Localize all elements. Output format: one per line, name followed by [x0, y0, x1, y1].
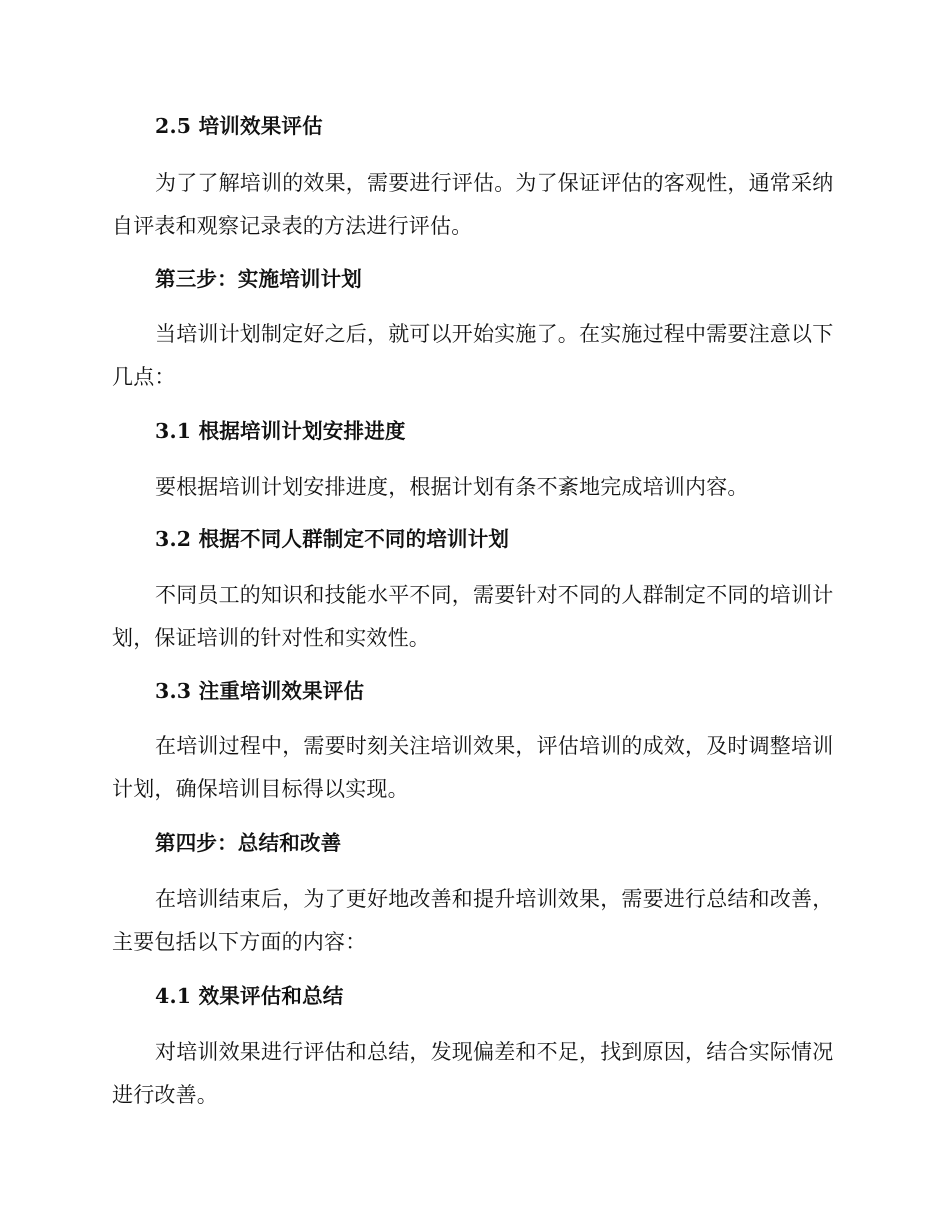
paragraph-step-3: 当培训计划制定好之后，就可以开始实施了。在实施过程中需要注意以下几点： — [112, 322, 834, 389]
section-heading-3-1: 3.1 根据培训计划安排进度 — [155, 419, 406, 443]
paragraph-4-1: 对培训效果进行评估和总结，发现偏差和不足，找到原因，结合实际情况进行改善。 — [112, 1040, 834, 1107]
paragraph-2-5: 为了了解培训的效果，需要进行评估。为了保证评估的客观性，通常采纳自评表和观察记录表的方法进行评估。 — [112, 171, 834, 238]
section-heading-3-3: 3.3 注重培训效果评估 — [155, 679, 365, 703]
paragraph-step-4: 在培训结束后，为了更好地改善和提升培训效果，需要进行总结和改善，主要包括以下方面的内容： — [112, 887, 834, 954]
paragraph-3-3: 在培训过程中，需要时刻关注培训效果，评估培训的成效，及时调整培训计划，确保培训目标得以实现。 — [112, 734, 834, 801]
section-heading-4-1: 4.1 效果评估和总结 — [155, 984, 344, 1008]
step-heading-3: 第三步：实施培训计划 — [155, 267, 362, 291]
section-heading-3-2: 3.2 根据不同人群制定不同的培训计划 — [155, 527, 510, 551]
paragraph-3-2: 不同员工的知识和技能水平不同，需要针对不同的人群制定不同的培训计划，保证培训的针对性和实效性。 — [112, 583, 834, 650]
section-heading-2-5: 2.5 培训效果评估 — [155, 114, 323, 138]
paragraph-3-1: 要根据培训计划安排进度，根据计划有条不紊地完成培训内容。 — [155, 475, 749, 499]
step-heading-4: 第四步：总结和改善 — [155, 831, 342, 855]
